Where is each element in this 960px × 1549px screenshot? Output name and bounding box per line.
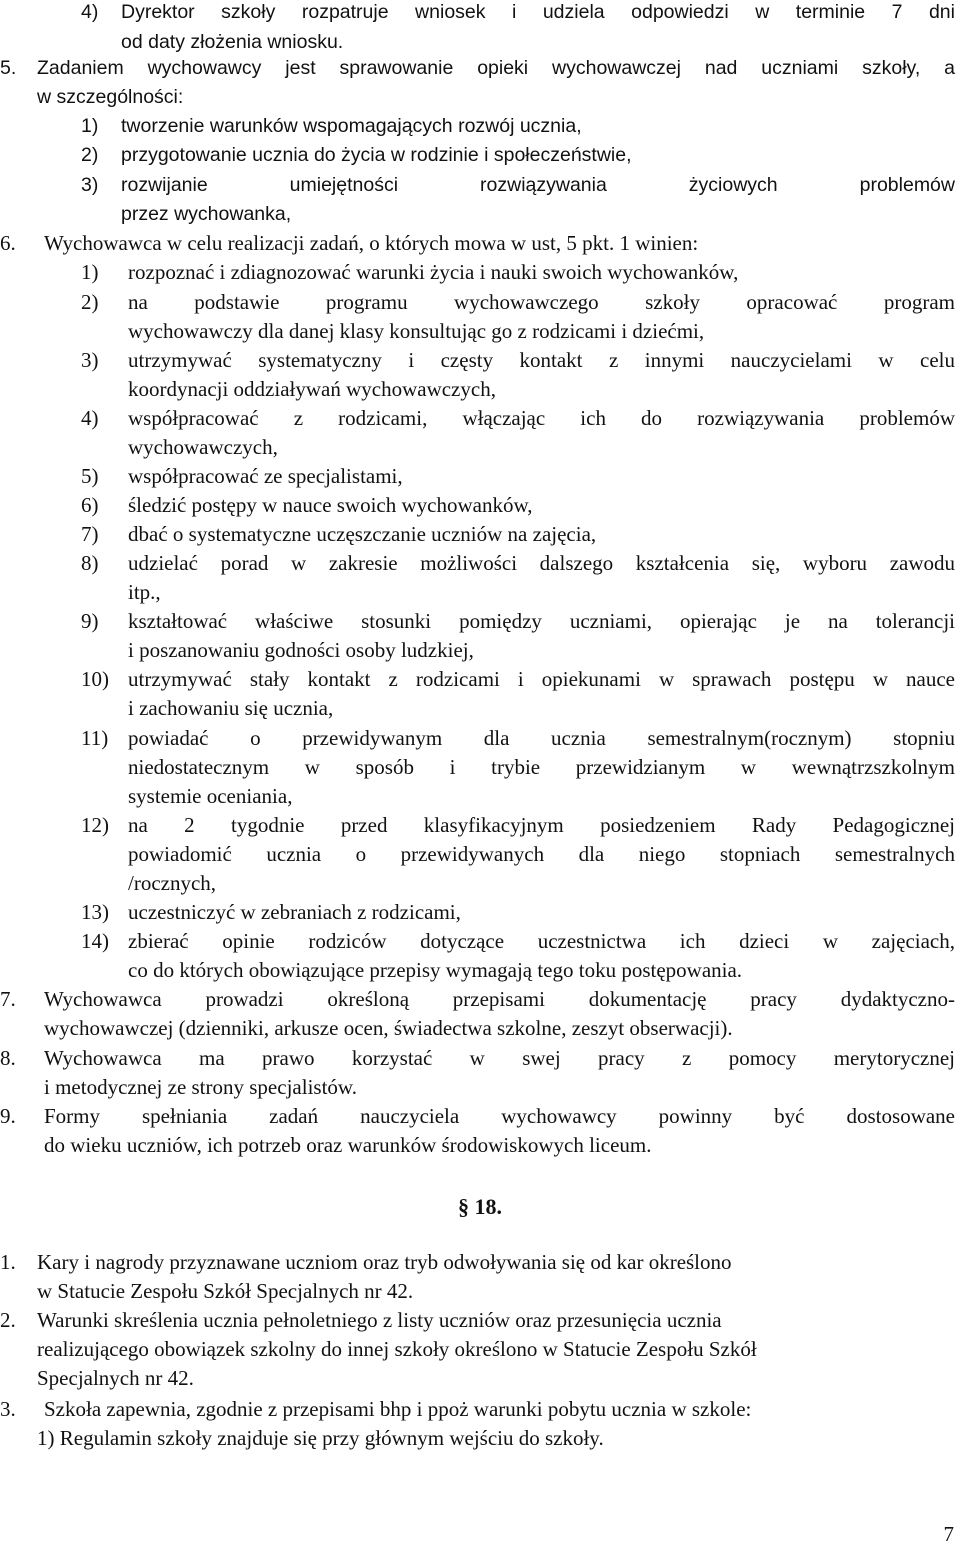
paragraph-line: Specjalnych nr 42. bbox=[37, 1366, 194, 1390]
paragraph-line: powiadać o przewidywanym dla ucznia semestralnym(rocznym) stopniu bbox=[128, 726, 955, 750]
item-number: 9) bbox=[81, 609, 99, 633]
paragraph-line: tworzenie warunków wspomagających rozwój ucznia, bbox=[121, 115, 582, 137]
paragraph-line: Kary i nagrody przyznawane uczniom oraz tryb odwoływania się od kar określono bbox=[37, 1250, 732, 1274]
item-number: 12) bbox=[81, 813, 109, 837]
paragraph-line: współpracować z rodzicami, włączając ich do rozwiązywania problemów bbox=[128, 406, 955, 430]
item-number: 9. bbox=[0, 1104, 16, 1128]
paragraph-line: współpracować ze specjalistami, bbox=[128, 464, 403, 488]
paragraph-line: Wychowawca ma prawo korzystać w swej pracy z pomocy merytorycznej bbox=[44, 1046, 955, 1070]
item-number: 10) bbox=[81, 667, 109, 691]
paragraph-line: uczestniczyć w zebraniach z rodzicami, bbox=[128, 900, 461, 924]
item-number: 5. bbox=[0, 57, 17, 79]
item-number: 1) bbox=[81, 115, 99, 137]
paragraph-line: Wychowawca prowadzi określoną przepisami dokumentację pracy dydaktyczno- bbox=[44, 987, 955, 1011]
page-number: 7 bbox=[943, 1522, 954, 1546]
paragraph-line: do wieku uczniów, ich potrzeb oraz warunków środowiskowych liceum. bbox=[44, 1133, 652, 1157]
paragraph-line: Wychowawca w celu realizacji zadań, o których mowa w ust, 5 pkt. 1 winien: bbox=[44, 231, 699, 255]
paragraph-line: w Statucie Zespołu Szkół Specjalnych nr 42. bbox=[37, 1279, 414, 1303]
paragraph-line: na 2 tygodnie przed klasyfikacyjnym posiedzeniem Rady Pedagogicznej bbox=[128, 813, 955, 837]
paragraph-line: Szkoła zapewnia, zgodnie z przepisami bhp i ppoż warunki pobytu ucznia w szkole: bbox=[44, 1397, 752, 1421]
paragraph-line: i metodycznej ze strony specjalistów. bbox=[44, 1075, 357, 1099]
paragraph-line: udzielać porad w zakresie możliwości dalszego kształcenia się, wyboru zawodu bbox=[128, 551, 955, 575]
item-number: 11) bbox=[81, 726, 109, 750]
paragraph-line: realizującego obowiązek szkolny do innej szkoły określono w Statucie Zespołu Szkół bbox=[37, 1337, 757, 1361]
paragraph-line: 1) Regulamin szkoły znajduje się przy głównym wejściu do szkoły. bbox=[37, 1426, 604, 1450]
paragraph-line: przez wychowanka, bbox=[121, 203, 292, 225]
item-number: 2) bbox=[81, 290, 99, 314]
item-number: 2. bbox=[0, 1308, 16, 1332]
paragraph-line: i zachowaniu się ucznia, bbox=[128, 696, 334, 720]
paragraph-line: rozwijanie umiejętności rozwiązywania życiowych problemów bbox=[121, 174, 955, 196]
paragraph-line: kształtować właściwe stosunki pomiędzy uczniami, opierając je na tolerancji bbox=[128, 609, 955, 633]
paragraph-line: koordynacji oddziaływań wychowawczych, bbox=[128, 377, 496, 401]
paragraph-line: dbać o systematyczne uczęszczanie uczniów na zajęcia, bbox=[128, 522, 597, 546]
item-number: 7) bbox=[81, 522, 99, 546]
paragraph-line: co do których obowiązujące przepisy wymagają tego toku postępowania. bbox=[128, 958, 743, 982]
paragraph-line: przygotowanie ucznia do życia w rodzinie i społeczeństwie, bbox=[121, 144, 632, 166]
paragraph-line: Warunki skreślenia ucznia pełnoletniego z listy uczniów oraz przesunięcia ucznia bbox=[37, 1308, 722, 1332]
item-number: 5) bbox=[81, 464, 99, 488]
paragraph-line: wychowawczych, bbox=[128, 435, 278, 459]
item-number: 2) bbox=[81, 144, 99, 166]
paragraph-line: w szczególności: bbox=[37, 86, 184, 108]
item-number: 1. bbox=[0, 1250, 16, 1274]
paragraph-line: utrzymywać stały kontakt z rodzicami i opiekunami w sprawach postępu w nauce bbox=[128, 667, 955, 691]
paragraph-line: Dyrektor szkoły rozpatruje wniosek i udziela odpowiedzi w terminie 7 dni bbox=[121, 1, 955, 23]
paragraph-line: wychowawczej (dzienniki, arkusze ocen, świadectwa szkolne, zeszyt obserwacji). bbox=[44, 1016, 733, 1040]
item-number: 6. bbox=[0, 231, 16, 255]
item-number: 4) bbox=[81, 1, 99, 23]
paragraph-line: i poszanowaniu godności osoby ludzkiej, bbox=[128, 638, 474, 662]
paragraph-line: od daty złożenia wniosku. bbox=[121, 31, 344, 53]
paragraph-line: wychowawczy dla danej klasy konsultując go z rodzicami i dziećmi, bbox=[128, 319, 705, 343]
paragraph-line: na podstawie programu wychowawczego szkoły opracować program bbox=[128, 290, 955, 314]
paragraph-line: niedostatecznym w sposób i trybie przewidzianym w wewnątrzszkolnym bbox=[128, 755, 955, 779]
item-number: 8) bbox=[81, 551, 99, 575]
item-number: 13) bbox=[81, 900, 109, 924]
paragraph-line: utrzymywać systematyczny i częsty kontakt z innymi nauczycielami w celu bbox=[128, 348, 955, 372]
item-number: 8. bbox=[0, 1046, 16, 1070]
item-number: 3) bbox=[81, 174, 99, 196]
item-number: 7. bbox=[0, 987, 16, 1011]
item-number: 3. bbox=[0, 1397, 16, 1421]
paragraph-line: śledzić postępy w nauce swoich wychowanków, bbox=[128, 493, 533, 517]
item-number: 1) bbox=[81, 260, 99, 284]
item-number: 4) bbox=[81, 406, 99, 430]
paragraph-line: Zadaniem wychowawcy jest sprawowanie opieki wychowawczej nad uczniami szkoły, a bbox=[37, 57, 955, 79]
paragraph-line: powiadomić ucznia o przewidywanych dla niego stopniach semestralnych bbox=[128, 842, 955, 866]
section-heading: § 18. bbox=[458, 1194, 502, 1219]
paragraph-line: zbierać opinie rodziców dotyczące uczestnictwa ich dzieci w zajęciach, bbox=[128, 929, 955, 953]
paragraph-line: itp., bbox=[128, 580, 161, 604]
item-number: 14) bbox=[81, 929, 109, 953]
paragraph-line: systemie oceniania, bbox=[128, 784, 293, 808]
item-number: 6) bbox=[81, 493, 99, 517]
paragraph-line: /rocznych, bbox=[128, 871, 217, 895]
paragraph-line: rozpoznać i zdiagnozować warunki życia i nauki swoich wychowanków, bbox=[128, 260, 739, 284]
paragraph-line: Formy spełniania zadań nauczyciela wychowawcy powinny być dostosowane bbox=[44, 1104, 955, 1128]
item-number: 3) bbox=[81, 348, 99, 372]
